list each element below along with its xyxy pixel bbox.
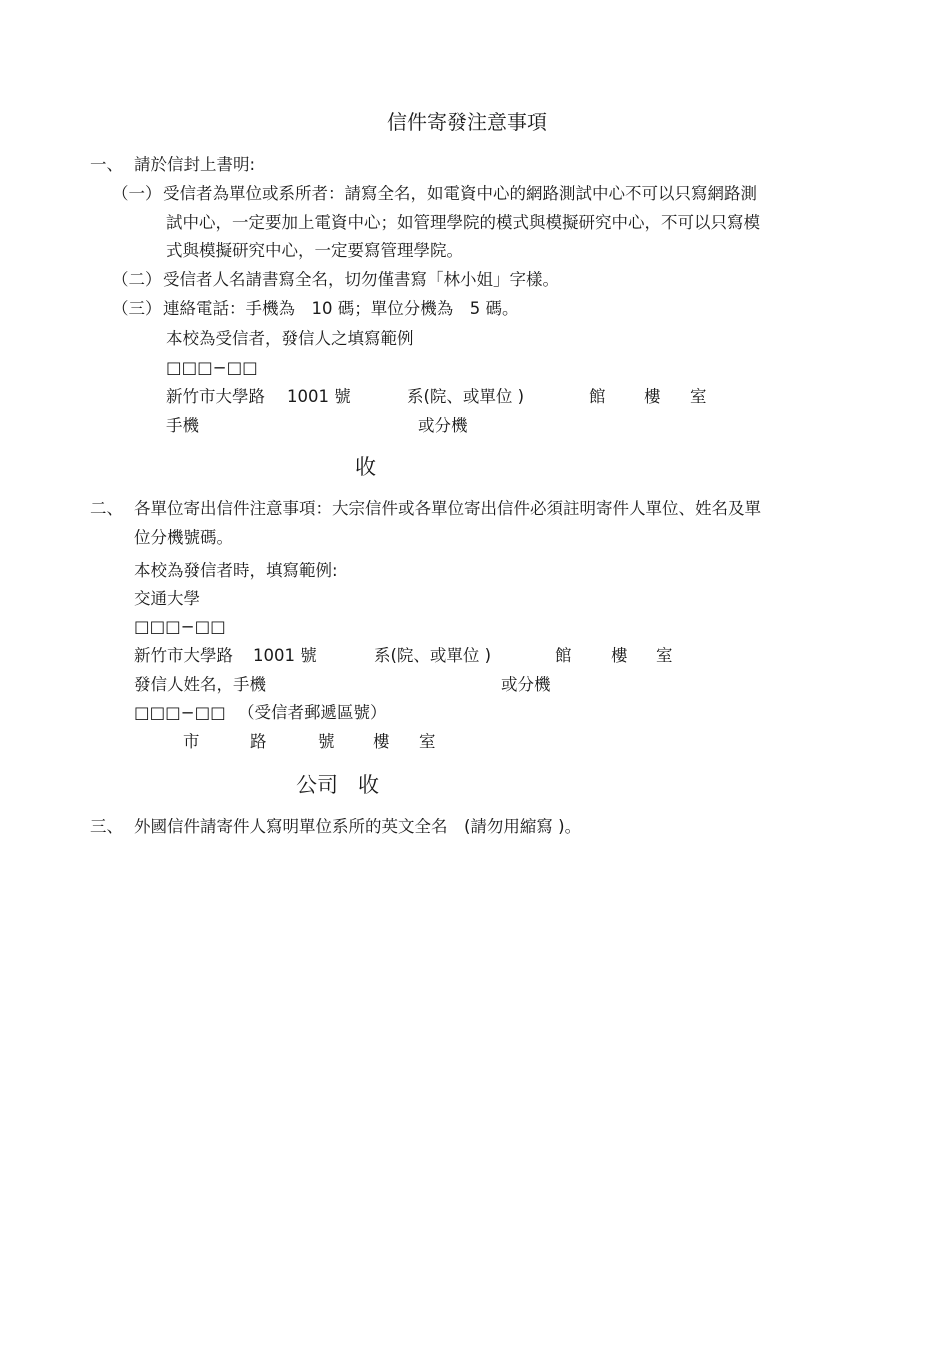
example-1-ext-label: 或分機 [418, 416, 468, 435]
example-2-recipient-room: 室 [419, 732, 436, 751]
item-3-line-1: 連絡電話：手機為 10 碼；單位分機為 5 碼。 [163, 299, 519, 318]
section-2-line-1: 各單位寄出信件注意事項：大宗信件或各單位寄出信件必須註明寄件人單位、姓名及單 [134, 499, 761, 518]
section-3-line-1: 外國信件請寄件人寫明單位系所的英文全名 (請勿用縮寫 )。 [134, 817, 582, 836]
section-3-number: 三、 [90, 817, 123, 836]
example-2-address-floor: 樓 [611, 646, 628, 665]
example-1-phone-label: 手機 [166, 416, 199, 435]
example-2-ext-label: 或分機 [501, 675, 551, 694]
example-1-receive: 收 [355, 455, 376, 479]
item-1-line-3: 式與模擬研究中心，一定要寫管理學院。 [166, 241, 463, 260]
example-2-company: 公司 [296, 773, 338, 797]
example-2-recipient-postcode-note: （受信者郵遞區號） [238, 703, 387, 722]
example-2-sender-org: 交通大學 [134, 589, 200, 608]
example-1-address-floor: 樓 [644, 387, 661, 406]
item-1-number: （一） [112, 184, 162, 203]
section-2-number: 二、 [90, 499, 123, 518]
example-2-sender-phone-label: 發信人姓名，手機 [134, 675, 266, 694]
item-1-line-2: 試中心，一定要加上電資中心；如管理學院的模式與模擬研究中心，不可以只寫模 [166, 213, 760, 232]
example-1-address-room: 室 [690, 387, 707, 406]
example-2-address-dept: 系(院、或單位 ) [374, 646, 492, 665]
item-1-line-1: 受信者為單位或系所者：請寫全名，如電資中心的網路測試中心不可以只寫網路測 [163, 184, 757, 203]
example-2-receive: 收 [358, 773, 379, 797]
item-3-number: （三） [112, 299, 162, 318]
section-1-number: 一、 [90, 155, 123, 174]
example-1-postcode: □□□−□□ [166, 358, 258, 377]
item-2-number: （二） [112, 270, 162, 289]
example-2-recipient-road: 路 [250, 732, 267, 751]
example-2-label: 本校為發信者時，填寫範例: [134, 561, 338, 580]
example-2-recipient-postcode: □□□−□□ [134, 703, 226, 722]
example-2-address-number: 1001 號 [253, 646, 317, 665]
example-1-label: 本校為受信者，發信人之填寫範例 [166, 329, 414, 348]
example-2-recipient-floor: 樓 [373, 732, 390, 751]
section-2-line-2: 位分機號碼。 [134, 528, 233, 547]
example-1-address-dept: 系(院、或單位 ) [407, 387, 525, 406]
example-2-address-street: 新竹市大學路 [134, 646, 233, 665]
example-1-address-hall: 館 [589, 387, 606, 406]
example-2-address-hall: 館 [555, 646, 572, 665]
example-1-address-street: 新竹市大學路 [166, 387, 265, 406]
item-2-line-1: 受信者人名請書寫全名，切勿僅書寫「林小姐」字樣。 [163, 270, 559, 289]
example-2-postcode: □□□−□□ [134, 617, 226, 636]
section-1-heading: 請於信封上書明: [134, 155, 256, 174]
example-2-recipient-number: 號 [318, 732, 335, 751]
example-2-address-room: 室 [656, 646, 673, 665]
document-title: 信件寄發注意事項 [387, 110, 547, 134]
example-1-address-number: 1001 號 [287, 387, 351, 406]
example-2-recipient-city: 市 [183, 732, 200, 751]
